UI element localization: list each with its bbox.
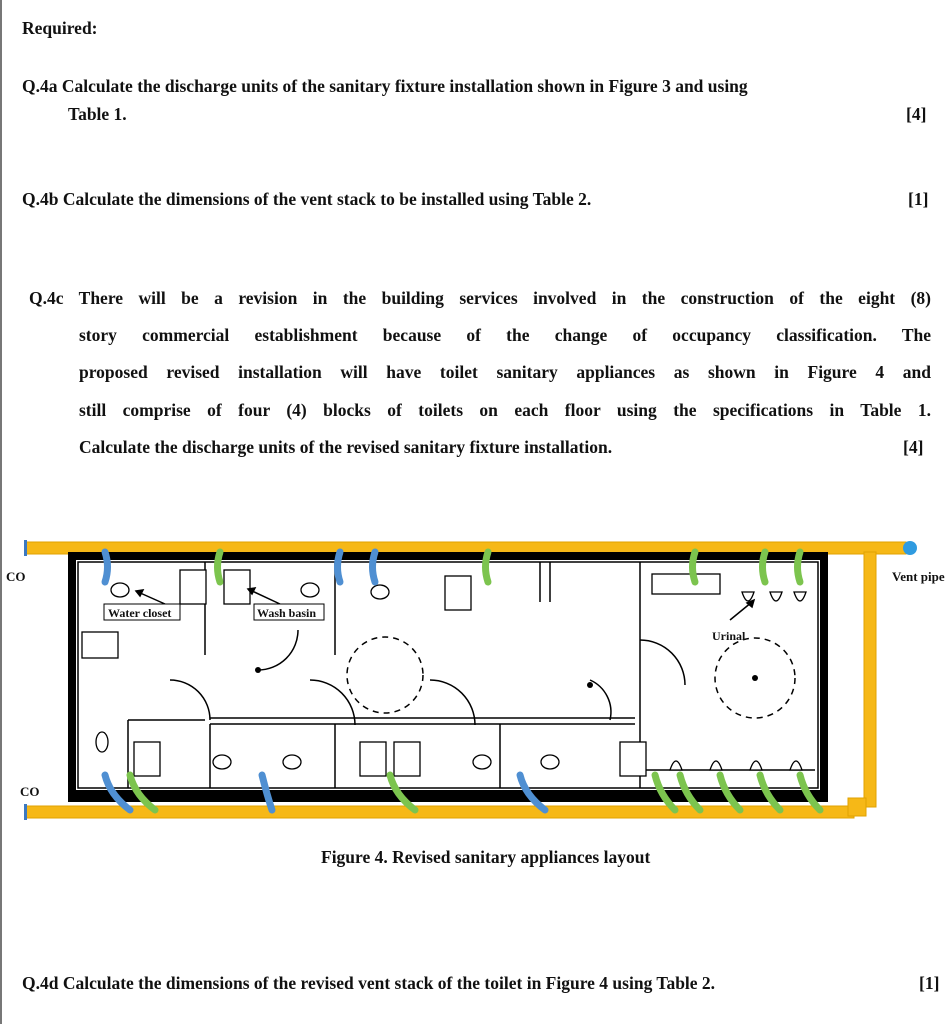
vent-stack-pipe xyxy=(864,552,876,807)
required-heading: Required: xyxy=(22,18,98,38)
water-closet-label: Water closet xyxy=(108,606,172,620)
q4b-marks: [1] xyxy=(908,189,929,209)
q4c-line4: still comprise of four (4) blocks of toilets on each floor using the specifications in Table 1. xyxy=(79,400,931,420)
vent-pipe-label: Vent pipe xyxy=(892,569,945,584)
q4c-line2: story commercial establishment because of the change of occupancy classification. The xyxy=(79,325,931,345)
figure-4-caption: Figure 4. Revised sanitary appliances layout xyxy=(321,847,651,867)
urinal-label: Urinal xyxy=(712,629,746,643)
figure-4-layout xyxy=(0,530,949,830)
co-bottom-label: CO xyxy=(20,784,40,799)
q4b-text: Q.4b Calculate the dimensions of the vent stack to be installed using Table 2. xyxy=(22,189,592,209)
page-edge xyxy=(0,0,2,1024)
vent-stack-elbow xyxy=(848,798,866,816)
wash-basin-label: Wash basin xyxy=(257,606,317,620)
q4c-line5: Calculate the discharge units of the revised sanitary fixture installation. xyxy=(79,437,613,457)
vent-pipe-terminal xyxy=(903,541,917,555)
q4a-line1: Q.4a Calculate the discharge units of the sanitary fixture installation shown in Figure 3 and using xyxy=(22,76,748,96)
q4c-marks: [4] xyxy=(903,437,924,457)
q4c-line1: Q.4c There will be a revision in the building services involved in the construction of the eight (8) xyxy=(29,288,931,308)
q4a-marks: [4] xyxy=(906,104,927,124)
fixtures xyxy=(82,570,806,776)
q4c-line3: proposed revised installation will have toilet sanitary appliances as shown in Figure 4 and xyxy=(79,362,931,382)
q4d-marks: [1] xyxy=(919,973,940,993)
co-bottom-cap xyxy=(24,804,27,820)
co-top-cap xyxy=(24,540,27,556)
q4d-text: Q.4d Calculate the dimensions of the revised vent stack of the toilet in Figure 4 using Table 2. xyxy=(22,973,716,993)
co-top-label: CO xyxy=(6,569,26,584)
q4a-line2: Table 1. xyxy=(68,104,127,124)
